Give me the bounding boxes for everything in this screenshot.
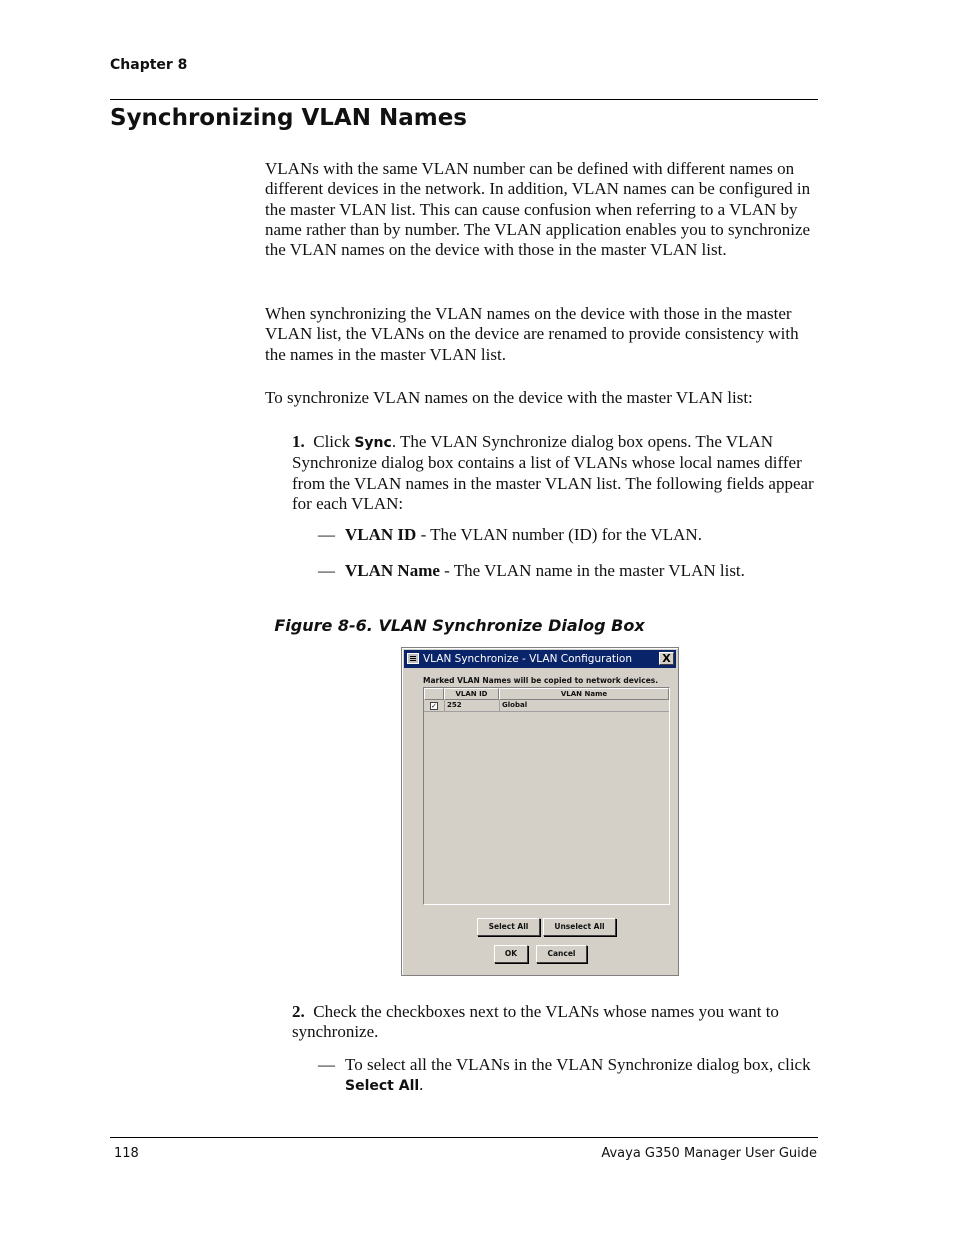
dialog-instruction: Marked VLAN Names will be copied to network devices. [423,676,659,685]
instruction-paragraph: To synchronize VLAN names on the device with the master VLAN list: [265,388,753,407]
vlan-synchronize-dialog [401,647,679,976]
field-desc: - The VLAN name in the master VLAN list. [439,561,745,580]
guide-title: Avaya G350 Manager User Guide [601,1146,817,1161]
column-header-vlan-id[interactable]: VLAN ID [444,688,499,700]
sync-ui-label: Sync [354,435,392,451]
step-2 [292,1002,818,1043]
field-desc: - The VLAN number (ID) for the VLAN. [416,525,702,544]
header-rule [110,99,818,100]
field-vlan-name [318,561,818,581]
step-2-text: Check the checkboxes next to the VLANs whose names you want to synchronize. [292,1002,779,1042]
chapter-label: Chapter 8 [110,57,188,73]
table-row[interactable] [424,700,669,712]
column-divider [444,700,445,711]
dash-mark: — [318,1055,335,1074]
column-divider [499,700,500,711]
unselect-all-button[interactable]: Unselect All [543,918,616,936]
dialog-title: VLAN Synchronize - VLAN Configuration [423,653,632,665]
page-number: 118 [114,1146,139,1161]
select-all-ui-label: Select All [345,1078,420,1095]
cancel-button[interactable]: Cancel [536,945,587,963]
step-1-number: 1. [292,432,305,451]
section-title: Synchronizing VLAN Names [110,105,467,131]
intro-paragraph: VLANs with the same VLAN number can be defined with different names on different devices in the network. In addition, VLAN names can be configured in the master VLAN list. This can cause confusion when referring to a VLAN by name rather than by number. The VLAN application enables you to synchronize the VLAN names on the device with those in the master VLAN list. [265,159,811,260]
field-term: VLAN Name [345,561,440,580]
sub-pre: To select all the VLANs in the VLAN Synchronize dialog box, click [345,1055,811,1074]
step-1-post: . The VLAN Synchronize dialog box opens. The VLAN Synchronize dialog box contains a list of VLANs whose local names differ from the VLAN names in the master VLAN list. The following fields appear for each VLAN: [292,432,814,513]
step-2-number: 2. [292,1002,305,1021]
row-checkbox[interactable]: ✓ [431,702,437,710]
ok-button[interactable]: OK [494,945,528,963]
checkbox-column-header [424,688,444,700]
vlan-name-cell: Global [502,701,528,709]
dialog-titlebar [404,650,676,668]
sync-paragraph: When synchronizing the VLAN names on the device with those in the master VLAN list, the VLANs on the device are renamed to provide consistency with the names in the master VLAN list. [265,304,799,364]
table-header [424,688,669,700]
column-header-vlan-name[interactable]: VLAN Name [499,688,669,700]
step-1-pre: Click [313,432,355,451]
step-1 [292,432,818,514]
footer-rule [110,1137,818,1138]
select-all-instruction [318,1055,818,1097]
vlan-table [423,687,670,905]
dash-mark: — [318,525,335,544]
vlan-id-cell: 252 [447,701,462,709]
select-all-button[interactable]: Select All [477,918,540,936]
window-menu-icon[interactable] [407,653,419,664]
dash-mark: — [318,561,335,580]
close-button[interactable]: X [659,652,674,665]
sub-post: . [419,1075,424,1095]
field-term: VLAN ID [345,525,417,544]
figure-caption: Figure 8-6. VLAN Synchronize Dialog Box [274,616,645,635]
field-vlan-id [318,525,818,545]
